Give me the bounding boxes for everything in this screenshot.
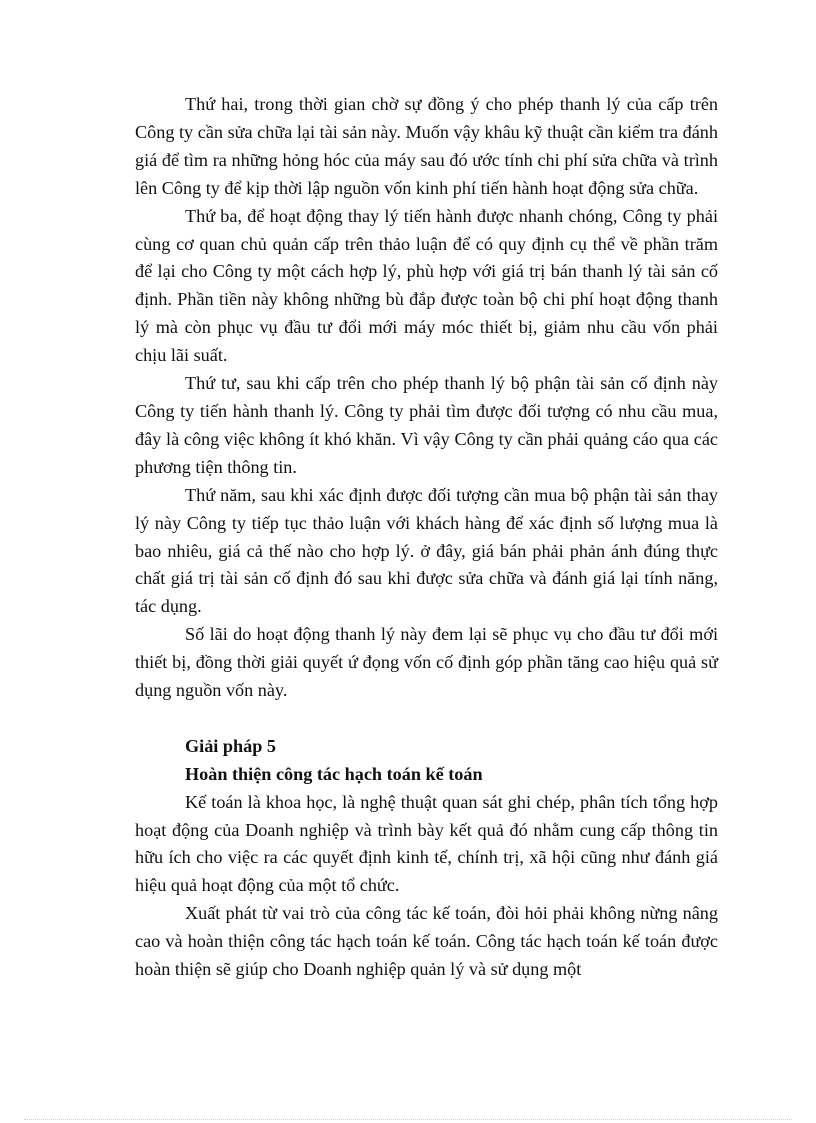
section-title: Hoàn thiện công tác hạch toán kế toán [185,763,483,784]
paragraph-xuat-phat: Xuất phát từ vai trò của công tác kế toán, đòi hỏi phải không nừng nâng cao và hoàn thiện công tác hạch toán kế toán. Công tác hạch toán kế toán được hoàn thiện sẽ giúp cho Doanh nghiệp quản lý và sử dụng một [135,903,718,980]
paragraph-so-lai: Số lãi do hoạt động thanh lý này đem lại sẽ phục vụ cho đầu tư đổi mới thiết bị, đồng thời giải quyết ứ đọng vốn cố định góp phần tăng cao hiệu quả sử dụng nguồn vốn này. [135,624,718,701]
page-bottom-divider [24,1119,792,1120]
paragraph-thu-nam: Thứ năm, sau khi xác định được đối tượng cần mua bộ phận tài sản thay lý này Công ty tiếp tục thảo luận với khách hàng để xác định số lượng mua là bao nhiêu, giá cả thế nào cho hợp lý. ở đây, giá bán phải phản ánh đúng thực chất giá trị tài sản cố định đó sau khi được sửa chữa và đánh giá lại tính năng, tác dụng. [135,484,718,617]
paragraph-ke-toan: Kế toán là khoa học, là nghệ thuật quan sát ghi chép, phân tích tổng hợp hoạt động của Doanh nghiệp và trình bày kết quả đó nhằm cung cấp thông tin hữu ích cho việc ra các quyết định kinh tế, chính trị, xã hội cũng như đánh giá hiệu quả hoạt động của một tổ chức. [135,791,718,896]
section-label: Giải pháp 5 [185,735,276,756]
section-spacer [135,705,718,733]
paragraph-thu-hai: Thứ hai, trong thời gian chờ sự đồng ý cho phép thanh lý của cấp trên Công ty cần sửa chữa lại tài sản này. Muốn vậy khâu kỹ thuật cần kiểm tra đánh giá để tìm ra những hỏng hóc của máy sau đó ước tính chi phí sửa chữa và trình lên Công ty để kịp thời lập nguồn vốn kinh phí tiến hành hoạt động sửa chữa. [135,94,718,198]
paragraph-thu-ba: Thứ ba, để hoạt động thay lý tiến hành được nhanh chóng, Công ty phải cùng cơ quan chủ quản cấp trên thảo luận để có quy định cụ thể về phần trăm để lại cho Công ty một cách hợp lý, phù hợp với giá trị bán thanh lý tài sản cố định. Phần tiền này không những bù đắp được toàn bộ chi phí hoạt động thanh lý mà còn phục vụ đầu tư đổi mới máy móc thiết bị, giảm nhu cầu vốn phải chịu lãi suất. [135,205,718,366]
paragraph-thu-tu: Thứ tư, sau khi cấp trên cho phép thanh lý bộ phận tài sản cố định này Công ty tiến hành thanh lý. Công ty phải tìm được đối tượng có nhu cầu mua, đây là công việc không ít khó khăn. Vì vậy Công ty cần phải quảng cáo qua các phương tiện thông tin. [135,373,718,477]
document-body [135,91,718,984]
